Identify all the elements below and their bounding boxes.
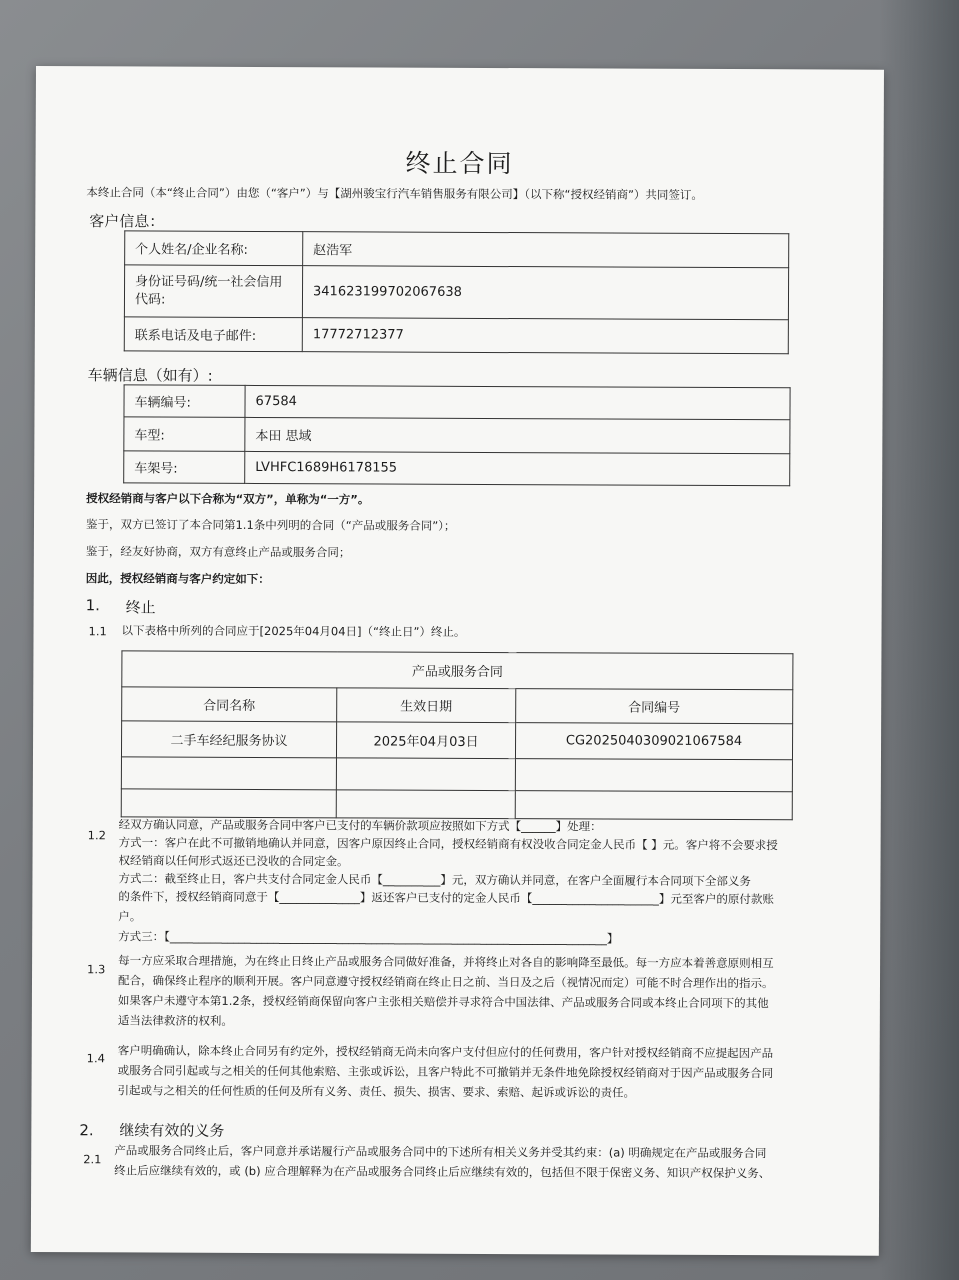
table-row [124, 385, 790, 420]
clause-2-1-number: 2.1 [83, 1152, 102, 1167]
table-row [122, 651, 793, 690]
contract-number-cell: CG2025040309021067584 [515, 723, 792, 760]
vin-label: 车架号: [124, 451, 245, 484]
vehicle-section-label: 车辆信息（如有）: [87, 366, 213, 385]
table-row [125, 231, 789, 268]
clause-line: 每一方应采取合理措施，为在终止日终止产品或服务合同做好准备，并将终止对各自的影响降至最低。每一方应本着善意原则相互 [118, 953, 774, 971]
clause-1-2-option-2a: 方式二：截至终止日，客户共支付合同定金人民币【__________】元，双方确认并同意，在客户全面履行本合同项下全部义务 [118, 871, 751, 889]
clause-1-1-text: 以下表格中所列的合同应于[2025年04月04日]（“终止日”）终止。 [121, 623, 466, 639]
vehicle-no-value: 67584 [245, 385, 790, 419]
parties-definition: 授权经销商与客户以下合称为“双方”，单称为“一方”。 [86, 491, 370, 507]
section-1-title: 终止 [125, 598, 156, 617]
customer-contact-value: 17772712377 [302, 318, 788, 354]
customer-name-value: 赵浩军 [303, 232, 789, 268]
clause-1-1-number: 1.1 [88, 624, 107, 639]
clause-line: 或服务合同引起或与之相关的任何其他索赔、主张或诉讼，且客户特此不可撤销并无条件地免除授权经销商对于因产品或服务合同 [117, 1063, 774, 1081]
table-row [124, 265, 788, 320]
header-effective-date: 生效日期 [337, 688, 516, 723]
clause-1-4-number: 1.4 [86, 1051, 105, 1066]
table-row [124, 417, 790, 454]
header-contract-name: 合同名称 [122, 687, 337, 722]
clause-line: 终止后应继续有效的，或 (b) 应合理解释为在产品或服务合同终止后应继续有效的，包括但不限于保密义务、知识产权保护义务、 [114, 1163, 771, 1181]
clause-1-2-option-1b: 权经销商以任何形式返还已没收的合同定金。 [118, 853, 349, 869]
section-2-title: 继续有效的义务 [119, 1121, 225, 1140]
clause-1-4-text [117, 1040, 837, 1103]
whereas-clause-1: 鉴于，双方已签订了本合同第1.1条中列明的合同（“产品或服务合同”）； [85, 517, 456, 533]
table-row [121, 789, 792, 820]
clause-2-1-text [114, 1140, 834, 1183]
contract-table-caption: 产品或服务合同 [122, 651, 793, 690]
table-row [121, 757, 792, 792]
clause-1-2-option-2c: 户。 [118, 909, 142, 924]
customer-info-table [124, 230, 790, 354]
clause-1-2-option-1a: 方式一：客户在此不可撤销地确认并同意，因客户原因终止合同，授权经销商有权没收合同定金人民币【 】元。客户将不会要求授 [118, 835, 778, 853]
customer-section-label: 客户信息： [89, 212, 165, 231]
clause-line: 引起或与之相关的任何性质的任何及所有义务、责任、损失、损害、要求、索赔、起诉或诉讼的责任。 [117, 1083, 636, 1100]
intro-paragraph: 本终止合同（本“终止合同”）由您（“客户”）与【湖州骏宝行汽车销售服务有限公司】（以下称“授权经销商”）共同签订。 [86, 185, 703, 202]
clause-1-3-text [118, 950, 838, 1033]
customer-id-value: 341623199702067638 [302, 266, 788, 320]
table-row [122, 687, 793, 724]
contract-table [121, 650, 794, 820]
table-row [121, 721, 792, 760]
clause-1-3-number: 1.3 [87, 962, 106, 977]
clause-line: 配合，确保终止程序的顺利开展。客户同意遵守授权经销商在终止日之前、当日及之后（视情况而定）可能不时合理作出的指示。 [117, 973, 774, 991]
background-edge [879, 0, 959, 1280]
table-row [124, 317, 788, 354]
clause-1-2-line: 经双方确认同意，产品或服务合同中客户已支付的车辆价款项应按照如下方式【______】处理： [118, 817, 602, 834]
clause-line: 如果客户未遵守本第1.2条，授权经销商保留向客户主张相关赔偿并寻求符合中国法律、产品或服务合同或本终止合同项下的其他 [117, 993, 769, 1011]
vehicle-info-table [123, 384, 790, 486]
contract-document [31, 66, 884, 1256]
therefore-clause: 因此，授权经销商与客户约定如下： [85, 571, 270, 587]
effective-date-cell: 2025年04月03日 [336, 722, 515, 759]
clause-1-2-option-3: 方式三：【____________________________________________________________________________】 [118, 929, 619, 946]
clause-line: 适当法律救济的权利。 [117, 1013, 233, 1028]
clause-line: 产品或服务合同终止后，客户同意并承诺履行产品或服务合同中的下述所有相关义务并受其约束：(a) 明确规定在产品或服务合同 [114, 1143, 767, 1161]
clause-1-2-option-2b: 的条件下，授权经销商同意于【______________】返还客户已支付的定金人民币【______________________】元至客户的原付款账 [118, 889, 774, 907]
vehicle-model-value: 本田 思域 [245, 417, 790, 453]
vehicle-model-label: 车型: [124, 417, 245, 452]
clause-1-2-number: 1.2 [87, 828, 106, 843]
vehicle-no-label: 车辆编号: [124, 385, 245, 418]
customer-contact-label: 联系电话及电子邮件: [124, 317, 302, 352]
contract-name-cell: 二手车经纪服务协议 [121, 721, 336, 758]
vin-value: LVHFC1689H6178155 [245, 451, 790, 485]
section-2-number: 2. [79, 1121, 94, 1140]
whereas-clause-2: 鉴于，经友好协商，双方有意终止产品或服务合同； [85, 544, 351, 560]
section-1-number: 1. [85, 596, 100, 615]
document-title: 终止合同 [405, 148, 514, 179]
clause-line: 客户明确确认，除本终止合同另有约定外，授权经销商无尚未向客户支付但应付的任何费用，客户针对授权经销商不应提起因产品 [117, 1043, 774, 1061]
customer-name-label: 个人姓名/企业名称: [125, 231, 303, 266]
customer-id-label: 身份证号码/统一社会信用代码: [124, 265, 302, 318]
header-contract-number: 合同编号 [516, 689, 793, 724]
table-row [124, 451, 790, 486]
